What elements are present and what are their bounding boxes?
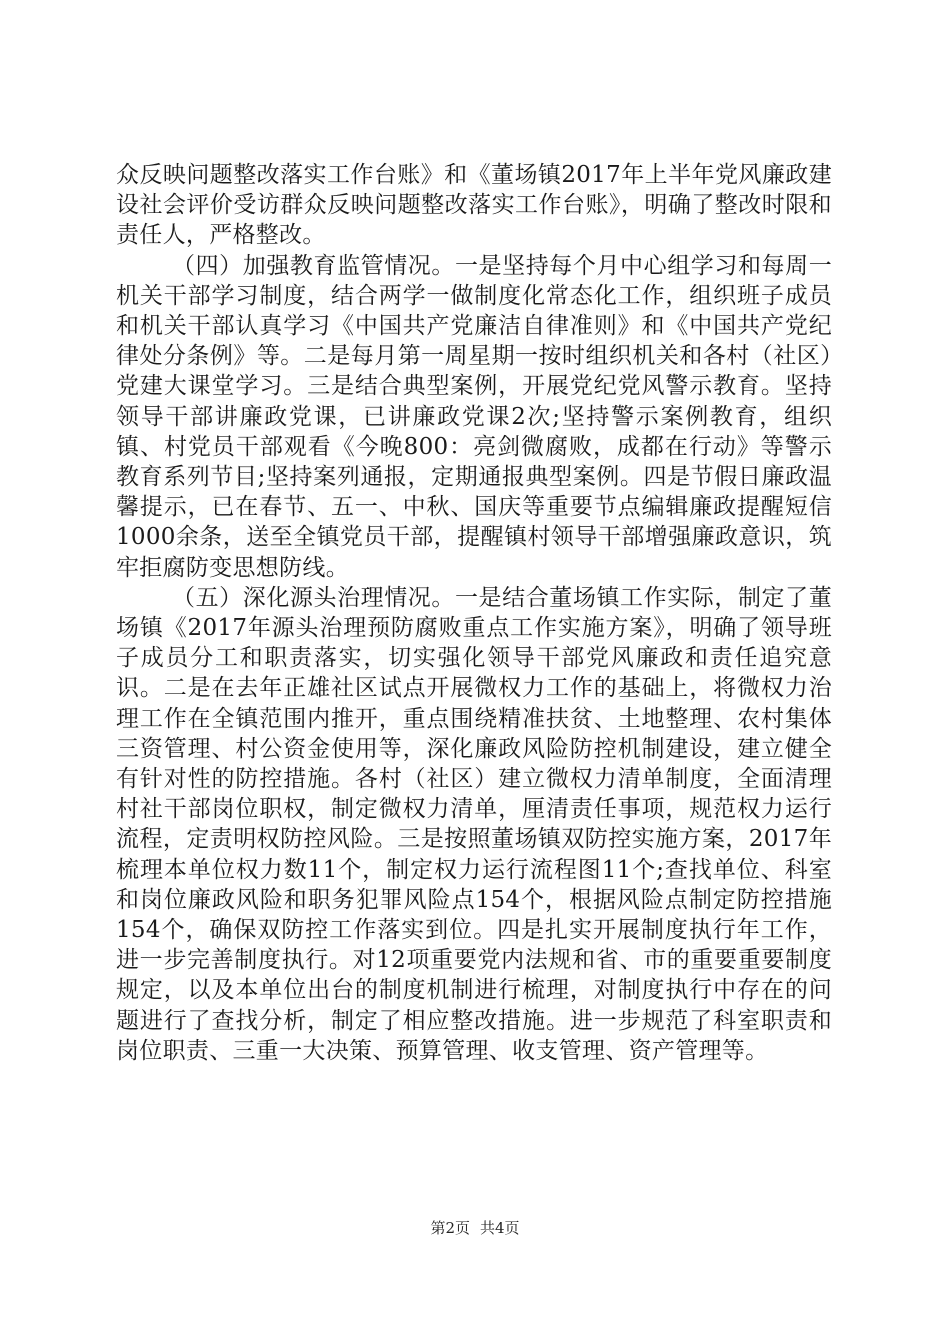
document-body	[116, 160, 832, 1066]
paragraph-education-supervision: （四）加强教育监管情况。一是坚持每个月中心组学习和每周一机关干部学习制度，结合两学一做制度化常态化工作，组织班子成员和机关干部认真学习《中国共产党廉洁自律准则》和《中国共产党纪律处分条例》等。二是每月第一周星期一按时组织机关和各村（社区）党建大课堂学习。三是结合典型案例，开展党纪党风警示教育。坚持领导干部讲廉政党课，已讲廉政党课2次;坚持警示案例教育，组织镇、村党员干部观看《今晚800：亮剑微腐败，成都在行动》等警示教育系列节目;坚持案列通报，定期通报典型案例。四是节假日廉政温馨提示，已在春节、五一、中秋、国庆等重要节点编辑廉政提醒短信1000余条，送至全镇党员干部，提醒镇村领导干部增强廉政意识，筑牢拒腐防变思想防线。	[116, 252, 832, 581]
page-total: 共4页	[480, 1219, 520, 1237]
page-number: 第2页	[430, 1219, 470, 1237]
page-footer	[0, 1217, 950, 1238]
paragraph-source-governance: （五）深化源头治理情况。一是结合董场镇工作实际，制定了董场镇《2017年源头治理预防腐败重点工作实施方案》，明确了领导班子成员分工和职责落实，切实强化领导干部党风廉政和责任追究意识。二是在去年正雄社区试点开展微权力工作的基础上，将微权力治理工作在全镇范围内推开，重点围绕精准扶贫、土地整理、农村集体三资管理、村公资金使用等，深化廉政风险防控机制建设，建立健全有针对性的防控措施。各村（社区）建立微权力清单制度，全面清理村社干部岗位职权，制定微权力清单，厘清责任事项，规范权力运行流程，定责明权防控风险。三是按照董场镇双防控实施方案，2017年梳理本单位权力数11个，制定权力运行流程图11个;查找单位、科室和岗位廉政风险和职务犯罪风险点154个，根据风险点制定防控措施154个，确保双防控工作落实到位。四是扎实开展制度执行年工作，进一步完善制度执行。对12项重要党内法规和省、市的重要重要制度规定，以及本单位出台的制度机制进行梳理，对制度执行中存在的问题进行了查找分析，制定了相应整改措施。进一步规范了科室职责和岗位职责、三重一大决策、预算管理、收支管理、资产管理等。	[116, 584, 832, 1064]
paragraph-continuation: 众反映问题整改落实工作台账》和《董场镇2017年上半年党风廉政建设社会评价受访群众反映问题整改落实工作台账》，明确了整改时限和责任人，严格整改。	[116, 162, 832, 249]
